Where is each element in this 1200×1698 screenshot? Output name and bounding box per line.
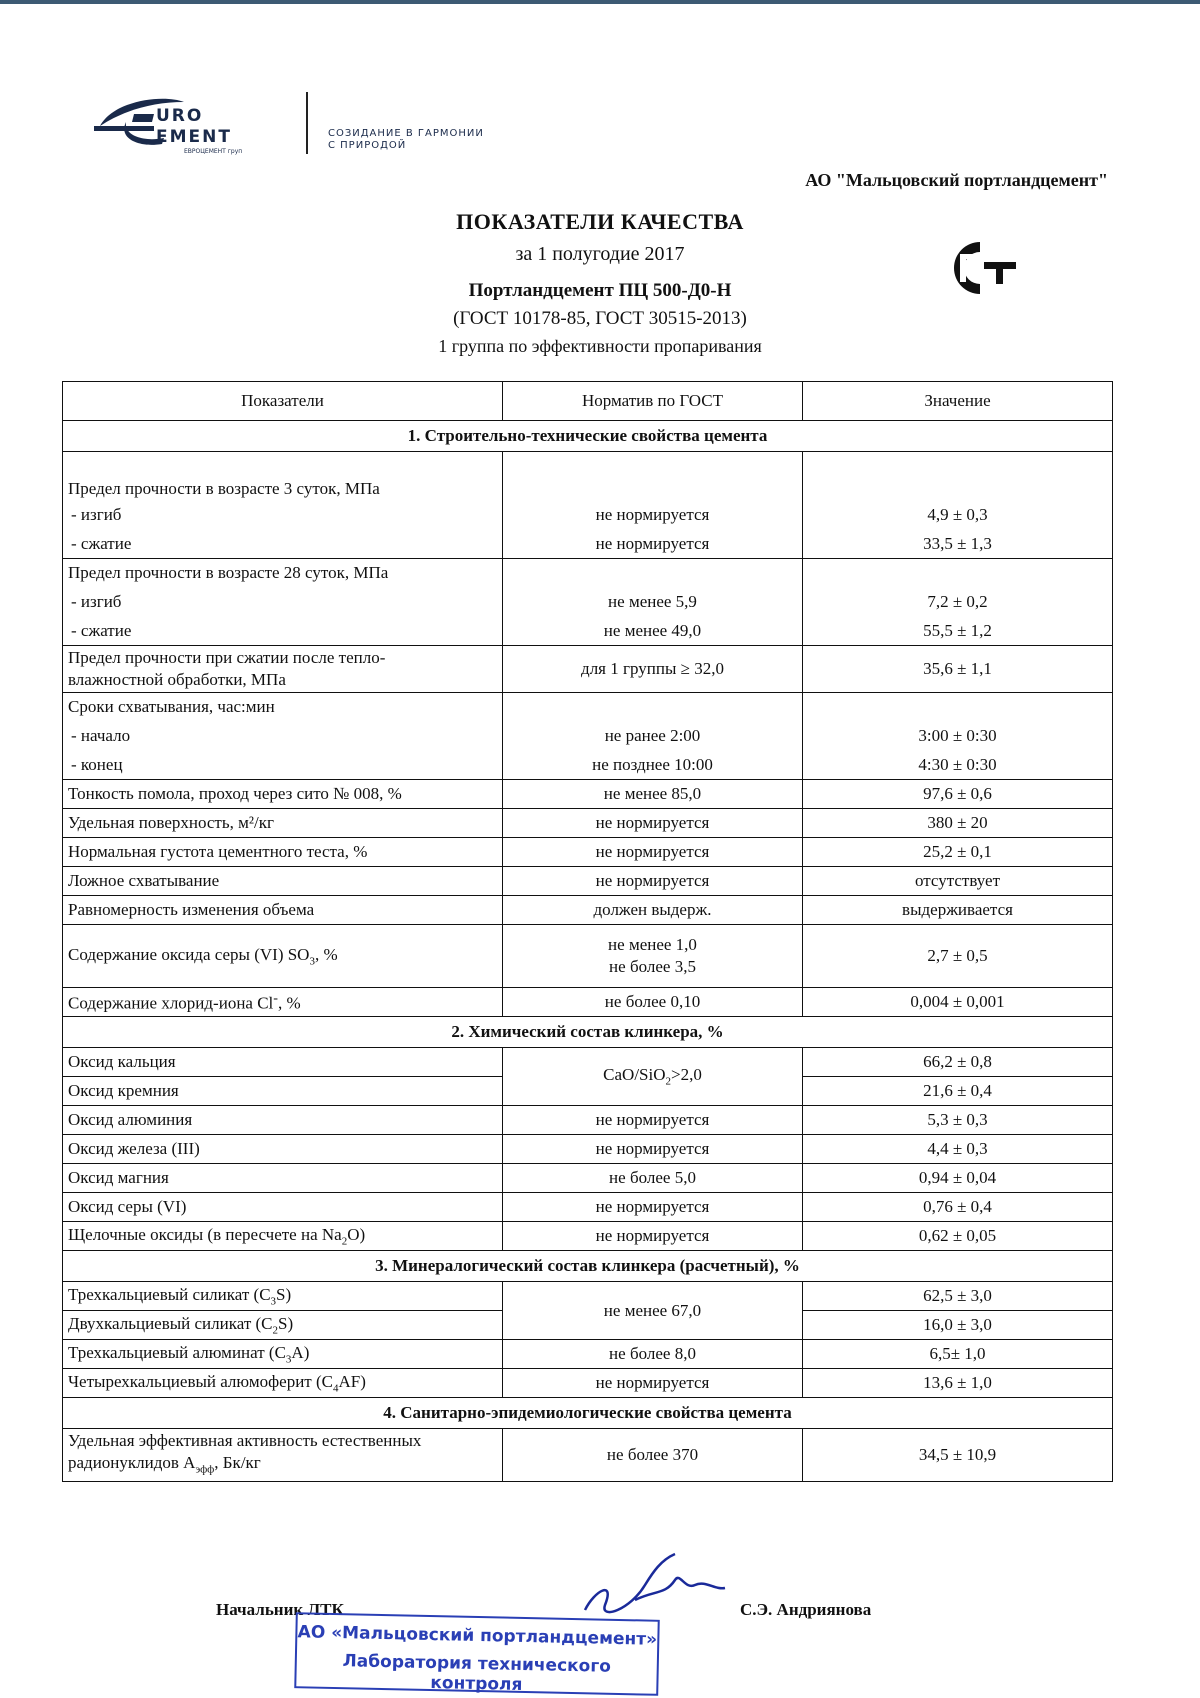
indicator-cell [63, 1311, 503, 1340]
section-row [63, 1398, 1113, 1429]
norm-text: CaO/SiO [603, 1065, 666, 1085]
indicator-cell [63, 1222, 503, 1251]
eurocement-logo [94, 92, 284, 154]
value-cell: 13,6 ± 1,0 [803, 1369, 1113, 1398]
table-row [63, 780, 1113, 809]
table-row [63, 867, 1113, 896]
norm-cell [503, 1048, 803, 1106]
indicator-text: Трехкальциевый силикат (C [68, 1284, 271, 1304]
section-title: 2. Химический состав клинкера, % [63, 1017, 1113, 1048]
company-name: АО "Мальцовский портландцемент" [805, 170, 1108, 190]
product-standard: (ГОСТ 10178-85, ГОСТ 30515-2013) [453, 308, 747, 329]
table-row [63, 501, 1113, 530]
norm-cell [503, 693, 803, 722]
table-row [63, 1369, 1113, 1398]
product-name: Портландцемент ПЦ 500-Д0-Н [468, 280, 732, 301]
indicator-text: S) [278, 1313, 294, 1333]
signer-role: Начальник ЛТК [216, 1600, 344, 1619]
norm-line: не менее 1,0 [608, 935, 697, 954]
document-title: ПОКАЗАТЕЛИ КАЧЕСТВА [456, 209, 744, 234]
indicator-cell: Оксид магния [63, 1164, 503, 1193]
norm-cell: не позднее 10:00 [503, 751, 803, 780]
subscript: эфф [195, 1463, 215, 1476]
value-cell: 55,5 ± 1,2 [803, 617, 1113, 646]
subscript: 3 [270, 1295, 277, 1308]
norm-cell: для 1 группы ≥ 32,0 [503, 646, 803, 693]
indicator-text: AF) [338, 1371, 366, 1391]
document-period: за 1 полугодие 2017 [515, 243, 685, 265]
norm-cell: не нормируется [503, 501, 803, 530]
value-cell: 0,76 ± 0,4 [803, 1193, 1113, 1222]
value-cell: 34,5 ± 10,9 [803, 1429, 1113, 1482]
logo-divider [306, 92, 308, 154]
value-cell [803, 693, 1113, 722]
table-row [63, 896, 1113, 925]
norm-cell: должен выдерж. [503, 896, 803, 925]
norm-cell: не менее 67,0 [503, 1282, 803, 1340]
indicator-cell: - изгиб [63, 588, 503, 617]
indicator-cell: Оксид кремния [63, 1077, 503, 1106]
norm-cell: не более 0,10 [503, 988, 803, 1017]
indicator-line: Предел прочности при сжатии после тепло- [68, 648, 386, 667]
subscript: 4 [333, 1382, 339, 1395]
table-row [63, 925, 1113, 988]
indicator-cell [63, 646, 503, 693]
section-row [63, 1251, 1113, 1282]
norm-text: >2,0 [671, 1065, 702, 1085]
indicator-cell [63, 988, 503, 1017]
logo-text-line1: URO [156, 106, 204, 126]
indicator-cell: Тонкость помола, проход через сито № 008, % [63, 780, 503, 809]
indicator-cell: Предел прочности в возрасте 3 суток, МПа [63, 452, 503, 501]
superscript: - [273, 990, 278, 1007]
norm-cell: не нормируется [503, 838, 803, 867]
subscript: 3 [285, 1353, 292, 1366]
table-row [63, 1222, 1113, 1251]
table-row [63, 988, 1113, 1017]
norm-cell: не нормируется [503, 530, 803, 559]
table-row [63, 722, 1113, 751]
value-cell: 35,6 ± 1,1 [803, 646, 1113, 693]
value-cell [803, 559, 1113, 588]
table-row [63, 809, 1113, 838]
norm-line: не более 3,5 [609, 957, 696, 976]
column-header: Норматив по ГОСТ [503, 382, 803, 421]
indicator-text: Двухкальциевый силикат (C [68, 1313, 273, 1333]
indicator-text: Щелочные оксиды (в пересчете на Na [68, 1224, 342, 1244]
table-row [63, 617, 1113, 646]
value-cell: 97,6 ± 0,6 [803, 780, 1113, 809]
norm-cell: не более 8,0 [503, 1340, 803, 1369]
quality-table [62, 381, 1113, 1482]
indicator-text: Трехкальциевый алюминат (C [68, 1342, 286, 1362]
table-row [63, 838, 1113, 867]
indicator-line: Удельная эффективная активность естественных [68, 1431, 422, 1450]
table-row [63, 559, 1113, 588]
indicator-cell: - начало [63, 722, 503, 751]
table-row [63, 588, 1113, 617]
indicator-cell: - сжатие [63, 530, 503, 559]
norm-cell: не менее 49,0 [503, 617, 803, 646]
indicator-cell: Равномерность изменения объема [63, 896, 503, 925]
indicator-line [68, 1452, 497, 1480]
norm-cell: не более 370 [503, 1429, 803, 1482]
indicator-cell: - конец [63, 751, 503, 780]
table-row [63, 1135, 1113, 1164]
value-cell: 6,5± 1,0 [803, 1340, 1113, 1369]
norm-cell: не менее 85,0 [503, 780, 803, 809]
value-cell: 33,5 ± 1,3 [803, 530, 1113, 559]
table-row [63, 1282, 1113, 1311]
norm-cell: не нормируется [503, 1193, 803, 1222]
norm-cell [503, 925, 803, 988]
value-cell: 0,004 ± 0,001 [803, 988, 1113, 1017]
norm-cell: не более 5,0 [503, 1164, 803, 1193]
stamp-line: АО «Мальцовский портландцемент» [297, 1622, 658, 1650]
table-row [63, 693, 1113, 722]
slogan-line: СОЗИДАНИЕ В ГАРМОНИИ [328, 128, 484, 139]
indicator-text: , % [314, 944, 338, 964]
indicator-cell: Оксид серы (VI) [63, 1193, 503, 1222]
value-cell: 0,94 ± 0,04 [803, 1164, 1113, 1193]
value-cell: 7,2 ± 0,2 [803, 588, 1113, 617]
norm-cell [503, 452, 803, 501]
indicator-cell: Оксид железа (III) [63, 1135, 503, 1164]
value-cell: 4,4 ± 0,3 [803, 1135, 1113, 1164]
value-cell [803, 452, 1113, 501]
product-group: 1 группа по эффективности пропаривания [438, 336, 762, 356]
slogan-line: С ПРИРОДОЙ [328, 140, 407, 151]
indicator-text: Содержание оксида серы (VI) SO [68, 944, 310, 964]
column-header: Значение [803, 382, 1113, 421]
indicator-cell: Сроки схватывания, час:мин [63, 693, 503, 722]
indicator-cell [63, 1340, 503, 1369]
section-row [63, 1017, 1113, 1048]
table-row [63, 530, 1113, 559]
indicator-cell: Ложное схватывание [63, 867, 503, 896]
value-cell: 4,9 ± 0,3 [803, 501, 1113, 530]
lab-stamp [294, 1612, 660, 1696]
table-row [63, 452, 1113, 501]
indicator-cell [63, 1429, 503, 1482]
norm-cell: не нормируется [503, 1222, 803, 1251]
indicator-cell [63, 1282, 503, 1311]
value-cell: 380 ± 20 [803, 809, 1113, 838]
table-header-row [63, 382, 1113, 421]
table-row [63, 1048, 1113, 1077]
norm-cell: не нормируется [503, 867, 803, 896]
indicator-cell: Предел прочности в возрасте 28 суток, МПа [63, 559, 503, 588]
stamp-line: Лаборатория технического контроля [342, 1651, 612, 1695]
top-rule [0, 0, 1200, 4]
table-row [63, 1106, 1113, 1135]
table-row [63, 751, 1113, 780]
indicator-text: A) [291, 1342, 310, 1362]
norm-cell: не нормируется [503, 1369, 803, 1398]
section-row [63, 421, 1113, 452]
indicator-cell: Удельная поверхность, м²/кг [63, 809, 503, 838]
norm-cell: не ранее 2:00 [503, 722, 803, 751]
indicator-text: Четырехкальциевый алюмоферит (C [68, 1371, 333, 1391]
value-cell: 25,2 ± 0,1 [803, 838, 1113, 867]
signer-name: С.Э. Андриянова [740, 1600, 872, 1619]
indicator-text: Содержание хлорид-иона Cl [68, 993, 274, 1013]
value-cell: 66,2 ± 0,8 [803, 1048, 1113, 1077]
indicator-text: S) [276, 1284, 292, 1304]
value-cell: 0,62 ± 0,05 [803, 1222, 1113, 1251]
value-cell: 3:00 ± 0:30 [803, 722, 1113, 751]
value-cell: выдерживается [803, 896, 1113, 925]
subscript: 2 [341, 1235, 348, 1248]
column-header: Показатели [63, 382, 503, 421]
value-cell: 16,0 ± 3,0 [803, 1311, 1113, 1340]
value-cell: 5,3 ± 0,3 [803, 1106, 1113, 1135]
indicator-cell: - сжатие [63, 617, 503, 646]
indicator-cell: Оксид кальция [63, 1048, 503, 1077]
value-cell: 2,7 ± 0,5 [803, 925, 1113, 988]
value-cell: отсутствует [803, 867, 1113, 896]
indicator-cell [63, 1369, 503, 1398]
subscript: 2 [272, 1324, 279, 1337]
value-cell: 21,6 ± 0,4 [803, 1077, 1113, 1106]
norm-cell [503, 559, 803, 588]
table-row [63, 1193, 1113, 1222]
table-row [63, 1429, 1113, 1482]
indicator-text: , Бк/кг [214, 1453, 261, 1472]
indicator-cell [63, 925, 503, 988]
indicator-cell: - изгиб [63, 501, 503, 530]
indicator-text: , % [278, 993, 301, 1013]
section-title: 4. Санитарно-эпидемиологические свойства цемента [63, 1398, 1113, 1429]
value-cell: 62,5 ± 3,0 [803, 1282, 1113, 1311]
indicator-text: O) [347, 1224, 366, 1244]
subscript: 2 [665, 1075, 671, 1088]
section-title: 1. Строительно-технические свойства цемента [63, 421, 1113, 452]
section-title: 3. Минералогический состав клинкера (расчетный), % [63, 1251, 1113, 1282]
table-row [63, 1340, 1113, 1369]
norm-cell: не нормируется [503, 1106, 803, 1135]
norm-cell: не нормируется [503, 1135, 803, 1164]
value-cell: 4:30 ± 0:30 [803, 751, 1113, 780]
slogan [328, 128, 484, 152]
norm-cell: не нормируется [503, 809, 803, 838]
logo-text-line2: EMENT [156, 127, 232, 147]
table-row [63, 1164, 1113, 1193]
table-row [63, 646, 1113, 693]
subscript: 3 [309, 955, 315, 968]
indicator-text: радионуклидов А [68, 1453, 196, 1472]
indicator-line: влажностной обработки, МПа [68, 670, 286, 689]
logo-small-text: ЕВРОЦЕМЕНТ груп [184, 148, 243, 155]
indicator-cell: Нормальная густота цементного теста, % [63, 838, 503, 867]
indicator-cell: Оксид алюминия [63, 1106, 503, 1135]
norm-cell: не менее 5,9 [503, 588, 803, 617]
